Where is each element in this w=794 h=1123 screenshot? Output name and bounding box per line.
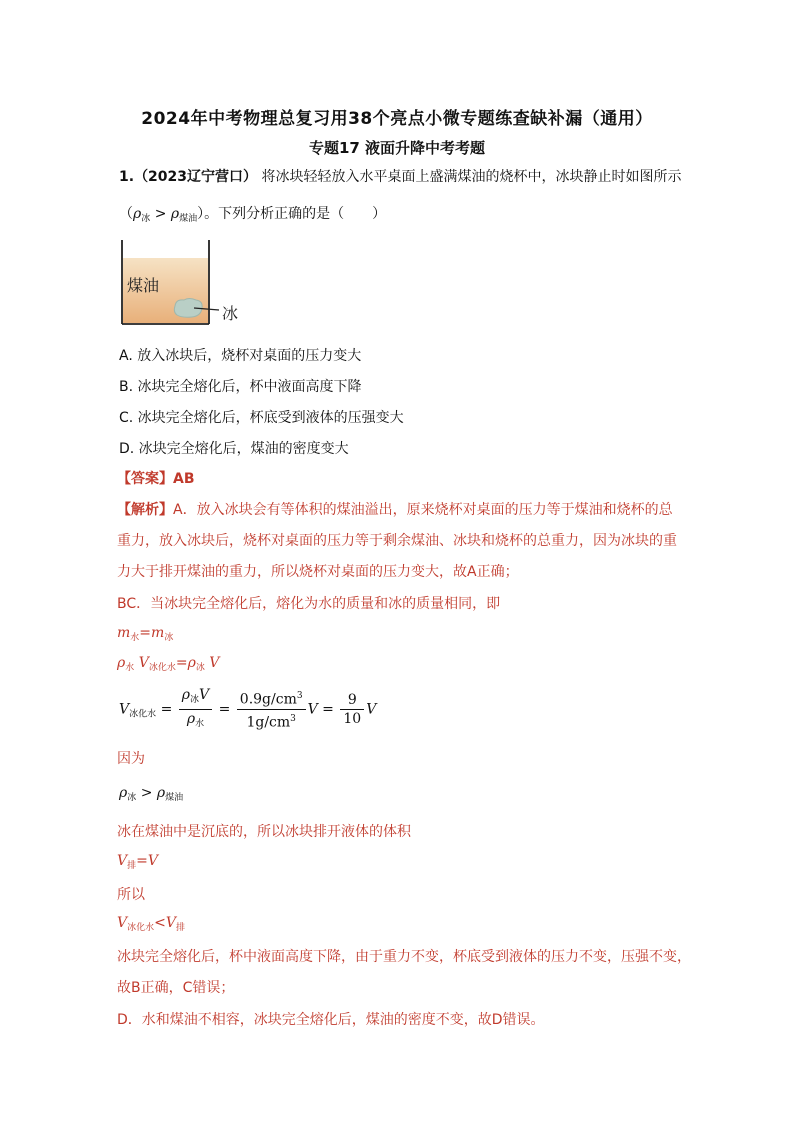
eq6-sub-melt: 冰化水	[127, 923, 155, 933]
question-stem	[119, 166, 681, 186]
answer-label: 【答案】	[117, 471, 173, 487]
option-b: B. 冰块完全熔化后，杯中液面高度下降	[119, 379, 362, 395]
eq4-sub-ice: 冰	[127, 793, 137, 803]
eq4-gt: >	[136, 785, 157, 801]
equation-volume-compare	[117, 915, 185, 933]
eq3-sub-melt: 冰化水	[129, 709, 157, 720]
option-d: D. 冰块完全熔化后，煤油的密度变大	[119, 441, 349, 457]
frac2-den-sup: 3	[290, 714, 296, 724]
ice-label: 冰	[222, 304, 239, 323]
because-text: 因为	[117, 751, 145, 767]
eq4-rho-2: ρ	[156, 785, 166, 801]
answer-value: AB	[173, 471, 195, 487]
eq2-V: V	[138, 655, 149, 671]
frac1-num-sub: 冰	[190, 695, 200, 705]
analysis-line-5: 冰在煤油中是沉底的，所以冰块排开液体的体积	[117, 824, 411, 840]
rho-ice-subscript: 冰	[141, 214, 151, 224]
eq3-equals-1: =	[156, 701, 177, 718]
frac3-den: 10	[343, 711, 362, 727]
eq3-V: V	[119, 701, 130, 718]
eq1-equals: =	[139, 625, 152, 641]
fraction-rho-ratio	[179, 686, 212, 733]
option-a: A. 放入冰块后，烧杯对桌面的压力变大	[119, 348, 362, 364]
section-subtitle: 专题17 液面升降中考考题	[308, 139, 486, 157]
answer-line	[117, 468, 195, 488]
cond-open: （	[119, 206, 133, 222]
eq5-sub-disp: 排	[127, 861, 137, 871]
analysis-line-7: 故B正确，C错误；	[117, 980, 235, 996]
eq4-sub-kerosene: 煤油	[165, 793, 184, 803]
analysis-line-2: 重力，放入冰块后，烧杯对桌面的压力等于剩余煤油、冰块和烧杯的总重力，因为冰块的重	[117, 533, 677, 549]
rho-symbol: ρ	[133, 206, 142, 222]
eq2-sub-ice: 冰	[195, 663, 205, 673]
rho-symbol-2: ρ	[170, 206, 180, 222]
analysis-line-8: D．水和煤油不相容，冰块完全熔化后，煤油的密度不变，故D错误。	[117, 1012, 545, 1028]
eq6-lt: <	[154, 915, 166, 931]
beaker-figure	[118, 237, 258, 332]
fraction-density-values	[237, 687, 306, 731]
frac2-num: 0.9g/cm	[239, 692, 297, 708]
equation-density-compare	[119, 785, 183, 803]
equation-displaced	[117, 853, 158, 871]
eq4-rho: ρ	[119, 785, 128, 801]
eq2-V-2: V	[209, 655, 220, 671]
eq6-V-2: V	[165, 915, 176, 931]
analysis-text-1: A．放入冰块会有等体积的煤油溢出，原来烧杯对桌面的压力等于煤油和烧杯的总	[173, 502, 673, 518]
eq3-equals-3: =	[317, 701, 339, 718]
frac1-den-rho: ρ	[186, 711, 196, 727]
greater-than: >	[150, 206, 171, 222]
equation-volume-fraction	[119, 686, 376, 733]
eq2-rho-2: ρ	[187, 655, 196, 671]
so-text: 所以	[117, 887, 145, 903]
frac2-den: 1g/cm	[246, 714, 291, 731]
analysis-label: 【解析】	[117, 502, 173, 518]
analysis-line-1	[117, 499, 673, 519]
kerosene-label: 煤油	[127, 276, 160, 295]
question-stem-text: 将冰块轻轻放入水平桌面上盛满煤油的烧杯中，冰块静止时如图所示	[261, 169, 682, 185]
eq2-equals: =	[175, 655, 188, 671]
equation-mass	[117, 625, 173, 643]
frac1-num-V: V	[199, 687, 210, 703]
eq2-sub-water: 水	[125, 663, 135, 673]
question-number: 1.	[119, 169, 135, 185]
eq1-m-2: m	[151, 625, 165, 641]
eq3-mid-V: V	[307, 701, 318, 718]
document-title: 2024年中考物理总复习用38个亮点小微专题练查缺补漏（通用）	[141, 109, 653, 129]
eq2-rho: ρ	[117, 655, 126, 671]
cond-close: ）。下列分析正确的是（ ）	[197, 206, 387, 222]
eq1-sub-ice: 冰	[164, 633, 174, 643]
eq1-m: m	[117, 625, 131, 641]
analysis-line-4: BC．当冰块完全熔化后，熔化为水的质量和冰的质量相同，即	[117, 596, 501, 612]
eq2-sub-melt: 冰化水	[148, 663, 176, 673]
eq3-equals-2: =	[214, 701, 235, 718]
eq1-sub-water: 水	[130, 633, 140, 643]
fraction-nine-tenths	[340, 691, 364, 728]
eq5-equals-V: =V	[136, 853, 158, 869]
option-c: C. 冰块完全熔化后，杯底受到液体的压强变大	[119, 410, 404, 426]
equation-density	[117, 655, 219, 673]
frac1-den-sub: 水	[195, 719, 205, 729]
eq5-V: V	[117, 853, 128, 869]
eq3-end-V: V	[366, 701, 377, 718]
frac1-num-rho: ρ	[181, 687, 191, 703]
analysis-line-3: 力大于排开煤油的重力，所以烧杯对桌面的压力变大，故A正确；	[117, 564, 519, 580]
question-condition	[119, 203, 386, 224]
frac2-num-sup: 3	[296, 691, 303, 702]
eq6-V: V	[117, 915, 128, 931]
eq6-sub-disp: 排	[176, 923, 186, 933]
rho-kerosene-subscript: 煤油	[179, 214, 198, 224]
analysis-line-6: 冰块完全熔化后，杯中液面高度下降，由于重力不变，杯底受到液体的压力不变，压强不变，	[117, 949, 691, 965]
question-source: （2023辽宁营口）	[134, 169, 258, 185]
frac3-num: 9	[340, 691, 364, 710]
